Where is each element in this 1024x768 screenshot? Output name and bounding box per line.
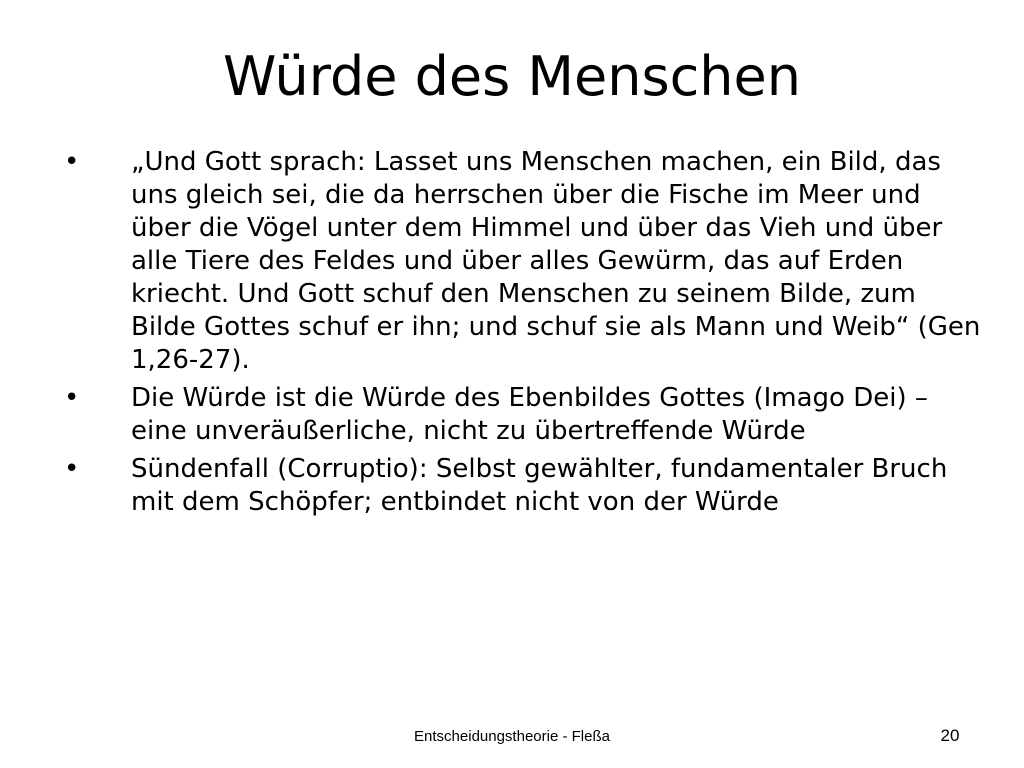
bullet-item	[64, 382, 984, 448]
bullet-marker: •	[64, 454, 80, 484]
bullet-text: Sündenfall (Corruptio): Selbst gewählter, fundamentaler Bruch mit dem Schöpfer; entbindet nicht von der Würde	[131, 454, 948, 517]
bullet-item	[64, 146, 984, 377]
slide-footer: Entscheidungstheorie - Fleßa	[414, 728, 610, 745]
bullet-marker: •	[64, 383, 80, 413]
slide-title: Würde des Menschen	[223, 45, 801, 108]
bullet-item	[64, 453, 984, 519]
bullet-text: Die Würde ist die Würde des Ebenbildes Gottes (Imago Dei) – eine unveräußerliche, nicht zu übertreffende Würde	[131, 383, 928, 446]
bullet-text: „Und Gott sprach: Lasset uns Menschen machen, ein Bild, das uns gleich sei, die da herrschen über die Fische im Meer und über die Vögel unter dem Himmel und über das Vieh und über alle Tiere des Feldes und über alles Gewürm, das auf Erden kriecht. Und Gott schuf den Menschen zu seinem Bilde, zum Bilde Gottes schuf er ihn; und schuf sie als Mann und Weib“ (Gen 1,26-27).	[131, 147, 981, 375]
page-number: 20	[940, 726, 960, 745]
bullet-marker: •	[64, 147, 80, 177]
bullet-list	[64, 146, 984, 524]
